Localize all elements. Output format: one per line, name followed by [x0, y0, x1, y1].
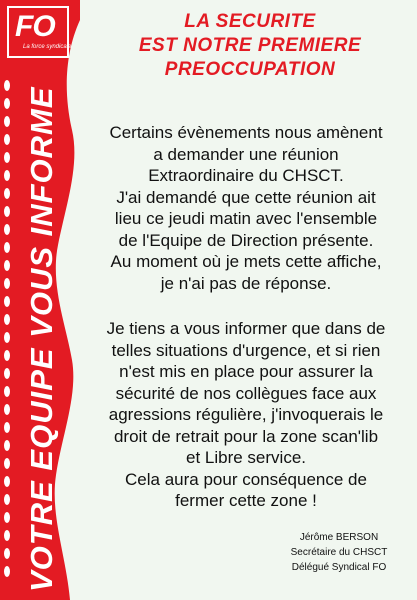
- dot: [4, 170, 10, 181]
- dot: [4, 134, 10, 145]
- sidebar-slogan: VOTRE EQUIPE VOUS INFORME: [24, 86, 59, 592]
- dot: [4, 440, 10, 451]
- dot: [4, 386, 10, 397]
- dot: [4, 314, 10, 325]
- text-line: et Libre service.: [186, 448, 306, 467]
- text-line: a demander une réunion: [153, 144, 339, 164]
- text-line: Je tiens a vous informer que dans de: [106, 319, 386, 338]
- dot: [4, 458, 10, 469]
- dot: [4, 494, 10, 505]
- dot: [4, 152, 10, 163]
- text-line: droit de retrait pour la zone scan'lib: [113, 426, 379, 446]
- dot: [4, 296, 10, 307]
- paragraph-1: [80, 122, 412, 294]
- signature-role: Secrétaire du CHSCT: [290, 547, 388, 558]
- sidebar-dots: [4, 80, 18, 580]
- title-line: LA SECURITE: [184, 11, 316, 32]
- dot: [4, 260, 10, 271]
- dot: [4, 332, 10, 343]
- dot: [4, 278, 10, 289]
- paragraph-2: [80, 318, 412, 512]
- dot: [4, 242, 10, 253]
- signature-role: Délégué Syndical FO: [291, 562, 387, 573]
- dot: [4, 476, 10, 487]
- text-line: agressions régulière, j'invoquerais le: [108, 405, 384, 424]
- text-line: telles situations d'urgence, et si rien: [111, 340, 381, 360]
- text-line: Extraordinaire du CHSCT.: [148, 166, 344, 185]
- dot: [4, 224, 10, 235]
- text-line: fermer cette zone !: [175, 491, 317, 510]
- poster-title: [90, 10, 410, 82]
- dot: [4, 80, 10, 91]
- logo-subtitle: La force syndicale: [23, 44, 72, 50]
- text-line: de l'Equipe de Direction présente.: [118, 230, 374, 250]
- dot: [4, 206, 10, 217]
- dot: [4, 116, 10, 127]
- text-line: je n'ai pas de réponse.: [160, 273, 332, 293]
- text-line: n'est mis en place pour assurer la: [119, 362, 373, 381]
- dot: [4, 98, 10, 109]
- signature-block: [268, 530, 410, 575]
- dot: [4, 512, 10, 523]
- text-line: lieu ce jeudi matin avec l'ensemble: [114, 209, 378, 228]
- title-line: PREOCCUPATION: [164, 59, 336, 80]
- dot: [4, 530, 10, 541]
- dot: [4, 350, 10, 361]
- dot: [4, 422, 10, 433]
- text-line: Au moment où je mets cette affiche,: [110, 252, 382, 271]
- dot: [4, 566, 10, 577]
- logo-text: FO: [15, 10, 55, 43]
- dot: [4, 368, 10, 379]
- text-line: Cela aura pour conséquence de: [125, 469, 367, 489]
- dot: [4, 548, 10, 559]
- signature-name: Jérôme BERSON: [299, 532, 379, 543]
- title-line: EST NOTRE PREMIERE: [138, 35, 362, 56]
- dot: [4, 188, 10, 199]
- dot: [4, 404, 10, 415]
- text-line: sécurité de nos collègues face aux: [115, 383, 377, 403]
- text-line: J'ai demandé que cette réunion ait: [116, 187, 376, 207]
- text-line: Certains évènements nous amènent: [109, 123, 383, 142]
- sidebar-slogan-wrapper: [24, 72, 62, 592]
- fo-logo: [7, 6, 72, 58]
